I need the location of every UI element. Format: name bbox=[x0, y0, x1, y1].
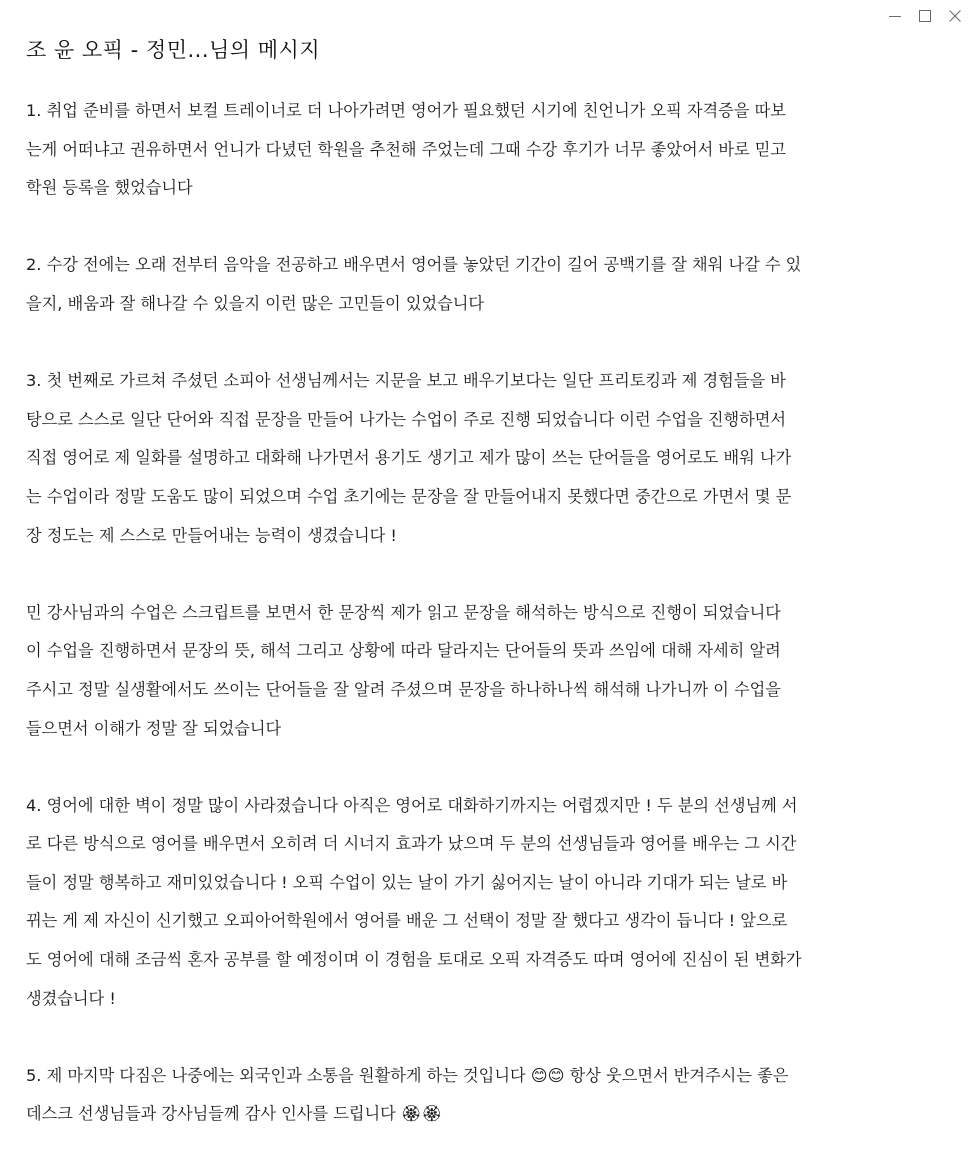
message-paragraph bbox=[26, 92, 941, 208]
message-line: 이 수업을 진행하면서 문장의 뜻, 해석 그리고 상황에 따라 달라지는 단어들의 뜻과 쓰임에 대해 자세히 알려 bbox=[26, 641, 781, 661]
message-line: 을지, 배움과 잘 해나갈 수 있을지 이런 많은 고민들이 있었습니다 bbox=[26, 293, 485, 313]
message-line: 장 정도는 제 스스로 만들어내는 능력이 생겼습니다 ! bbox=[26, 525, 397, 545]
message-paragraph bbox=[26, 594, 941, 748]
message-line: 들으면서 이해가 정말 잘 되었습니다 bbox=[26, 718, 282, 738]
message-paragraph bbox=[26, 246, 941, 323]
message-line: 주시고 정말 실생활에서도 쓰이는 단어들을 잘 알려 주셨으며 문장을 하나하나씩 해석해 나가니까 이 수업을 bbox=[26, 679, 781, 699]
window-controls bbox=[880, 4, 970, 28]
message-line: 데스크 선생님들과 강사님들께 감사 인사를 드립니다 🏵🏵 bbox=[26, 1104, 442, 1124]
message-line: 는 수업이라 정말 도움도 많이 되었으며 수업 초기에는 문장을 잘 만들어내지 못했다면 중간으로 가면서 몇 문 bbox=[26, 486, 792, 506]
message-line: 5. 제 마지막 다짐은 나중에는 외국인과 소통을 원활하게 하는 것입니다 😊😊 항상 웃으면서 반겨주시는 좋은 bbox=[26, 1065, 789, 1085]
message-line: 생겼습니다 ! bbox=[26, 988, 116, 1008]
message-paragraph bbox=[26, 1057, 941, 1134]
message-line: 4. 영어에 대한 벽이 정말 많이 사라졌습니다 아직은 영어로 대화하기까지는 어렵겠지만 ! 두 분의 선생님께 서 bbox=[26, 795, 798, 815]
message-line: 뀌는 게 제 자신이 신기했고 오피아어학원에서 영어를 배운 그 선택이 정말 잘 했다고 생각이 듭니다 ! 앞으로 bbox=[26, 911, 788, 931]
message-paragraph bbox=[26, 787, 941, 1019]
close-icon[interactable] bbox=[940, 4, 970, 28]
message-line: 1. 취업 준비를 하면서 보컬 트레이너로 더 나아가려면 영어가 필요했던 시기에 친언니가 오픽 자격증을 따보 bbox=[26, 101, 786, 120]
message-line: 3. 첫 번째로 가르쳐 주셨던 소피아 선생님께서는 지문을 보고 배우기보다는 일단 프리토킹과 제 경험들을 바 bbox=[26, 371, 786, 391]
message-line: 는게 어떠냐고 권유하면서 언니가 다녔던 학원을 추천해 주었는데 그때 수강 후기가 너무 좋았어서 바로 믿고 bbox=[26, 139, 787, 159]
message-line: 학원 등록을 했었습니다 bbox=[26, 178, 193, 198]
message-line: 2. 수강 전에는 오래 전부터 음악을 전공하고 배우면서 영어를 놓았던 기간이 길어 공백기를 잘 채워 나갈 수 있 bbox=[26, 255, 802, 275]
minimize-icon[interactable] bbox=[880, 4, 910, 28]
message-line: 직접 영어로 제 일화를 설명하고 대화해 나가면서 용기도 생기고 제가 많이 쓰는 단어들을 영어로도 배워 나가 bbox=[26, 448, 792, 468]
window-title: 조 윤 오픽 - 정민...님의 메시지 bbox=[26, 38, 321, 62]
message-line: 로 다른 방식으로 영어를 배우면서 오히려 더 시너지 효과가 났으며 두 분의 선생님들과 영어를 배우는 그 시간 bbox=[26, 834, 797, 854]
message-line: 탕으로 스스로 일단 단어와 직접 문장을 만들어 나가는 수업이 주로 진행 되었습니다 이런 수업을 진행하면서 bbox=[26, 409, 787, 429]
message-line: 들이 정말 행복하고 재미있었습니다 ! 오픽 수업이 있는 날이 가기 싫어지는 날이 아니라 기대가 되는 날로 바 bbox=[26, 872, 788, 892]
message-line: 민 강사님과의 수업은 스크립트를 보면서 한 문장씩 제가 읽고 문장을 해석하는 방식으로 진행이 되었습니다 bbox=[26, 602, 781, 622]
message-body bbox=[26, 92, 941, 1173]
message-line: 도 영어에 대해 조금씩 혼자 공부를 할 예정이며 이 경험을 토대로 오픽 자격증도 따며 영어에 진심이 된 변화가 bbox=[26, 950, 802, 970]
maximize-icon[interactable] bbox=[910, 4, 940, 28]
message-paragraph bbox=[26, 362, 941, 555]
